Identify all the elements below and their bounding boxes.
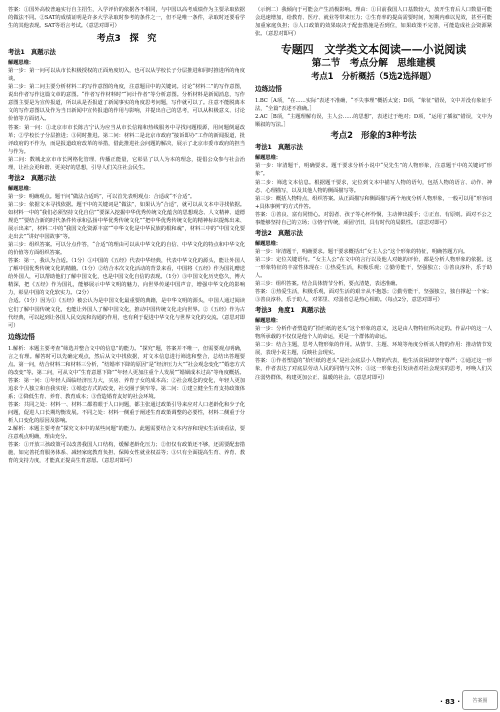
paragraph: 答案：第一问：①北京市市长陈吉宁认为应当从市长信箱和热线服务中寻找问题根源，用问题倒逼改革；②学校长子分层推进；③同时推进。第二问：材料二是北京市政府“接诉即办”工作的新闻报道，批评政府的不作为，而是报道政府改革的举措，借此推进社会问题的解决，展示了北京市委市政府的担当与作为。 [8,124,245,155]
paragraph: 第二步：依据文本寻找依据。题干中的关键词是“做法”，如果认为“合适”，就可以从文本中寻找依据。如材料一中的“我们必须坚持文化自信”“要深入挖掘中华优秀传统文化蕴含的思想观念、人文精神、道德规范”“要结合新的时代条件传承和弘扬中华优秀传统文化”“把中华优秀传统文化的精神标识提炼出来、展示出来”，材料二中的“我国文化资源丰富”“中华文化是中华民族的根和魂”，材料三中的“中国文化要走出去”“讲好中国故事”等。 [8,201,245,241]
label-thinking: 解题思维： [8,60,34,67]
two-column-body [8,6,492,696]
paragraph: 答案：共同之处：材料一、材料二都着眼于人口问题，都主张通过政策引导来应对人口老龄化和少子化问题，促进人口长期均衡发展。不同之处：材料一侧重于阐述生育政策调整的必要性，材料二侧重于分析人口变化的原因及影响。 [8,401,245,425]
paragraph: 2.AC［B项，“主题理解有误，主人公……的思想”，表述过于绝对；D项，“运用了插叙”错误，文中为顺叙的写法。］ [255,114,492,129]
paragraph: 第二步：定位关键语句。“女主人公”在文中的言行以及他人对她的评价，都是分析人物形象的依据。这一形象特征的丰富性体现在：①热爱生活，积极乐观；②勤劳能干，坚强独立；③善良淳朴，乐于助人。 [255,256,492,279]
paragraph: 第二问：数城北京市市长网格化管理、传播正能量，它彰显了以人为本的理念，提倡公众参与社会治理，让社会更和谐、更美好的思想，引导人们关注社会民生。 [8,156,245,171]
subheading-kaofa2 [255,229,492,239]
left-column [8,6,245,696]
label-thinking: 解题思维： [255,318,281,325]
heading-practice: 边练边悟 [8,332,35,341]
subheading-kaofa2 [8,174,245,184]
paragraph: 第一步：分析作者塑造的“拾烂纸的老头”这个形象的意义，这是由人物特征所决定的。作品中的这一人物所承载的不仅仅是他个人的命运，更是一个群体的命运。 [255,326,492,341]
kaofa2-label: 考法2 真题示法 [8,174,56,182]
section-title: 第二节 考点分解 思维建模 [311,58,436,70]
right-column [255,6,492,696]
kaofa1-label: 考法1 真题示法 [255,144,303,152]
paragraph: （示例二）我倾向于可能会产生消极影响。理由：①目前我国人口基数较大，放开生育后人口数量可能会迅速增加，给教育、医疗、就业等带来压力；②生育率的提高需要时间，短期内难以见效，甚至可能加重家庭负担；③人口政策的效果取决于配套措施是否到位，如果政策不完善，可能造成社会资源紧张。（意思对即可） [255,7,492,38]
page-number: · 83 · [440,698,460,706]
paragraph: 1.解析：本题主要考查“筛选并整合文中的信息”的能力。“探究”题，答案并不唯一，但需要观点明确，言之有理。解答时可以先确定观点，然后从文中找依据，对文本信息进行筛选和整合，总结出答题要点。第一问，结合材料二和材料三分析，“结婚率下降的原因”是“经济压力大”“社会观念变化”“婚恋方式的改变”等。第二问，可从文中“生育意愿下降”“年轻人更加注重个人发展”“婚姻成本过高”等角度概括。 [8,345,245,376]
subheading-kaofa1 [255,143,492,153]
paragraph: 第二步：第二问主要分析材料二的写作意图的角度，注意题目中的关键词。讨论“材料二”的写作意图，说出作者写作这篇文章的意图。“作者写作材料时”“问计作者”等分析意图。分析材料是新闻消息，写作意图主要是为宣传报道，所以从是否报道了新闻事实的角度思考问题，写作就可以了。注意不能脱离本文的写作意图以及作为当日新闻中宣传报道的作用与影响，并提出自己的思考，可以从积极意义、讨论价值等方面切入。 [8,84,245,123]
subheading-kaofa3 [255,306,492,316]
paragraph: 答案：①善良、富有同情心。对弱者、孩子等心怀怜悯，主动伸出援手；②正直、有原则。面对不公之事能够坚持自己的立场；③恪守传统，顽固守旧，具有时代的局限性。（意思对即可） [255,211,492,226]
paragraph: 第二步：筛选文本信息。根据题干要求，定位到文本中描写人物的语句，包括人物的语言、动作、神态、心理描写，以及其他人物的侧面描写等。 [255,179,492,194]
paragraph: 第一步：审清题干，明确要求。题干要求概括出“女主人公”这个形象的特征，明确答题方向。 [255,248,469,255]
paragraph: 第三步：概括人物特点，组织答案。从正面描写和侧面描写两个角度分析人物形象，一般可以用“形容词+具体事例”的方式作答。 [255,195,492,210]
label-thinking: 解题思维： [255,155,281,162]
paragraph: 第一步：明确观点。题干问“做法合适吗”，可以首先表明观点：合适或“不合适”。 [8,193,196,200]
label-thinking: 解题思维： [255,240,281,247]
paragraph: 第二步：结合主题，思考人物形象的作用。从情节、主题、环境等角度分析该人物的作用：推动情节发展，表现小说主题，反映社会现实。 [255,342,492,357]
paragraph: 答案：①开放三孩政策可以改善我国人口结构，缓解老龄化压力；②但仅有政策还不够，还需要配套措施，如完善托育服务体系、减轻家庭教育负担、保障女性就业权益等；③只有全面提高生育、养育、教育的支持力度，才能真正提高生育意愿。（意思对即可） [8,442,245,465]
paragraph: 第一步：审清题干，明确要求。题干要求分析小说中“吴先生”的人物形象，注意题干中的关键词“形象”。 [255,163,492,178]
heading-practice: 边练边悟 [255,85,282,94]
subheading-kaofa1 [8,48,245,58]
paragraph: 合适。（1分）因为①《五经》被公认为是中国文化最重要的典籍，是中华文明的源头，中国人通过阅读它们了解中国传统文化，也能让外国人了解中国文化，推动中国传统文化走向世界。②《五经》作为古代经典，可以起到让各国人民交流和沟通的作用，也有利于促进中华文化与世界文化的交流。（意思对即可） [8,298,245,329]
paragraph: 第三步：组织答案。可以分点作答，“合适”的理由可以从中华文化的自信、中华文化的特点和中华文化的价值等方面组织答案。 [8,242,245,257]
paragraph: 2.解析：本题主要考查“探究文本中的某些问题”的能力。此题需要结合文本内容和现实生活谈看法，要注意观点明确，理由充分。 [8,426,245,441]
section-heading-kaodian3: 考点3 探 究 [96,34,157,45]
paragraph: 答案：①作者塑造的“拾烂纸的老头”是社会底层小人物的代表，他生活贫困却坚守尊严；②通过这一形象，作者表达了对底层劳动人民的同情与关怀；③这一形象也引发读者对社会现实的思考，呼唤人们关注弱势群体，构建更加公正、温暖的社会。（意思对即可） [255,358,492,381]
section-heading-kaodian1: 考点1 分析概括（5选2选择题） [311,71,436,82]
label-thinking: 解题思维： [8,185,34,192]
kaofa3-label: 考法3 角度1 真题示法 [255,307,326,315]
paragraph: 答案：①热爱生活，积极乐观，面对生活的艰辛从不抱怨；②勤劳能干，坚强独立，独自撑起一个家；③善良淳朴，乐于助人，对邻里、对弱者总是热心相助。（每点2分，意思对即可） [255,289,492,304]
watermark-logo: 答案圈 [462,690,498,710]
paragraph: 第一步：第一问可以从市长积极授权的正面角度切入，也可以从学校长子分层推进和同时推进所的角度谈。 [8,68,245,83]
paragraph: 答案：第一，我认为合适。（1分）①中国的《五经》代表中华经典，代表中华文化的源头，能让外国人了解中国优秀传统文化的精髓。（1分）②结合本次文化活动的背景来看，中国将《五经》作为国礼赠送给外国人，可以帮助他们了解中国文化，也是中国文化自信的表现。（1分）③中国文化历史悠久，博大精深，把《五经》作为国礼，能够展示中华文明的魅力，向世界传递中国声音，增强中华文化的影响力，彰显中国的文化软实力。（2分） [8,258,245,297]
paragraph: 1.BC［A项，“在……实际”表述不准确，“不失事理”概括太宽；D项，“象征”错误，文中并没有象征手法，“全篇”表述不准确。］ [255,98,492,113]
paragraph: 答案：①国外高校普遍实行自主招生，入学评价的依据各不相同，与中国以高考成绩作为主要录取依据的做法不同。②SAT的成绩证明是许多大学录取时参考的条件之一，但不是唯一条件，录取时还要看学生的其他表现。SAT等语言考试。（意思对即可） [8,7,245,30]
section-heading-kaodian2: 考点2 形象的3种考法 [330,130,417,141]
chapter-title: 专题四 文学类文本阅读——小说阅读 [280,43,467,57]
kaofa2-label: 考法2 真题示法 [255,229,303,237]
paragraph: 答案：第一问：①年轻人面临经济压力大，买房、养育子女的成本高；②社会观念的变化，年轻人更加追求个人独立和自我实现；③婚恋方式的改变，社交圈子狭窄等。第二问：①建立健全生育支持政策体系；②降低生育、养育、教育成本；③营造婚育友好的社会环境。 [8,377,245,400]
kaofa1-label: 考法1 真题示法 [8,49,56,57]
paragraph: 第三步：组织答案。结合具体情节分析，要点清楚，表述准确。 [255,281,401,288]
